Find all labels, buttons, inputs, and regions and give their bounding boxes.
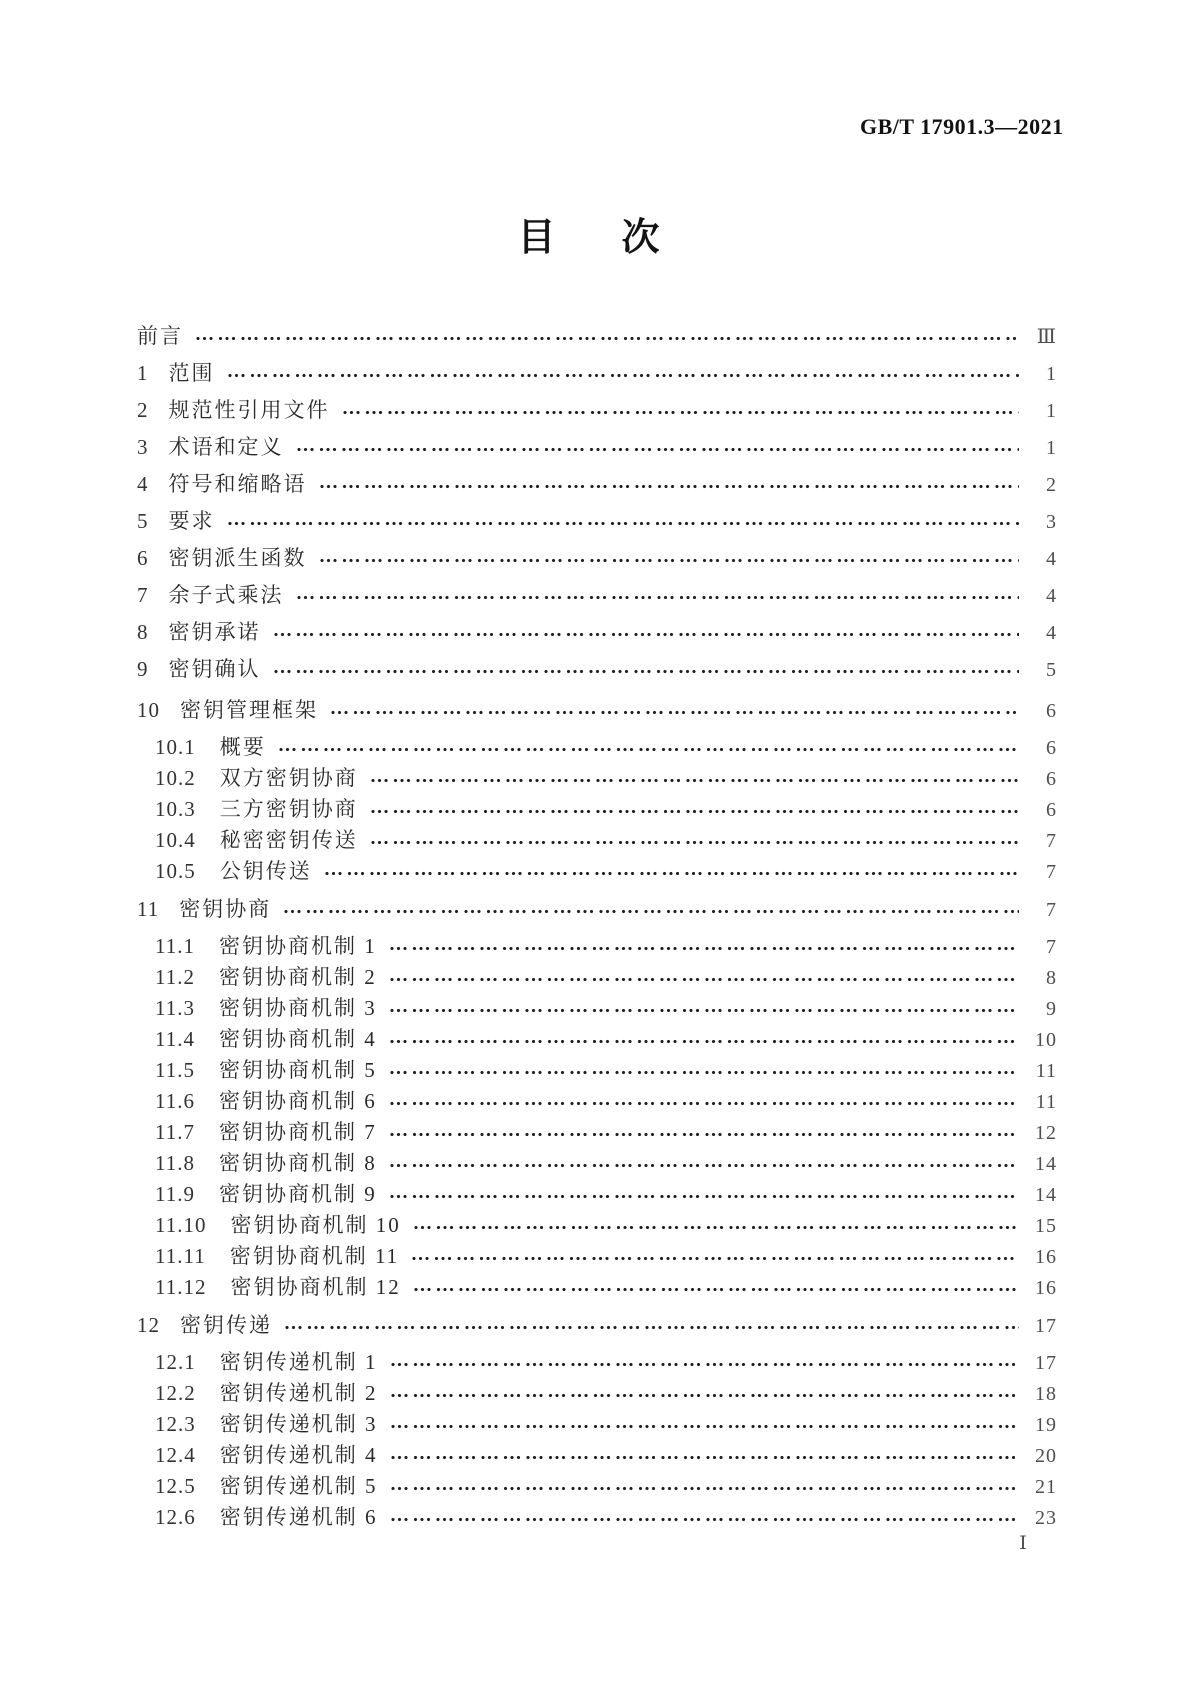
toc-entry [137, 1117, 1057, 1148]
toc-entry-number: 11.10 [155, 1213, 207, 1237]
toc-entry-page: 8 [1046, 966, 1057, 989]
toc-entry [137, 429, 1057, 466]
dot-leader [296, 593, 1020, 602]
dot-leader [370, 776, 1019, 785]
toc-entry [137, 1502, 1057, 1533]
toc-entry-page: 7 [1046, 829, 1057, 852]
toc-entry-label: 密钥承诺 [168, 620, 261, 644]
toc-entry-page: 16 [1035, 1245, 1057, 1268]
page-title: 目 次 [517, 217, 674, 259]
dot-leader [389, 944, 1019, 953]
toc-entry [137, 540, 1057, 577]
toc-entry-number: 11.2 [155, 965, 195, 989]
toc-entry-label: 前言 [137, 324, 183, 348]
toc-entry-page: 10 [1035, 1028, 1057, 1051]
dot-leader [390, 1453, 1020, 1462]
toc-entry [137, 1241, 1057, 1272]
dot-leader [390, 1391, 1020, 1400]
toc-entry-label: 密钥协商机制 11 [229, 1244, 400, 1268]
toc-entry-number: 11.6 [155, 1089, 195, 1113]
toc-entry-number: 12 [137, 1313, 160, 1337]
toc-entry-page: 6 [1046, 736, 1057, 759]
toc-entry-page: 18 [1035, 1382, 1057, 1405]
dot-leader [342, 408, 1020, 417]
toc-entry-number: 10.1 [155, 735, 196, 759]
dot-leader [413, 1223, 1019, 1232]
toc-entry-label: 符号和缩略语 [168, 472, 307, 496]
toc-entry [137, 692, 1057, 729]
toc-entry-page: 2 [1046, 473, 1057, 496]
toc-entry-page: 11 [1035, 1090, 1057, 1113]
dot-leader [389, 975, 1019, 984]
toc-entry-number: 3 [137, 435, 149, 459]
toc-entry-page: 16 [1035, 1276, 1057, 1299]
toc-entry-page: 7 [1046, 860, 1057, 883]
dot-leader [273, 630, 1020, 639]
toc-entry-page: 9 [1046, 997, 1057, 1020]
toc-entry-number: 10.2 [155, 766, 196, 790]
toc-entry-label: 要求 [168, 509, 215, 533]
toc-entry-number: 11.4 [155, 1027, 195, 1051]
dot-leader [390, 1360, 1020, 1369]
dot-leader [227, 519, 1020, 528]
dot-leader [389, 1192, 1019, 1201]
toc-entry-page: 7 [1046, 898, 1057, 921]
toc-entry-number: 11.3 [155, 996, 195, 1020]
dot-leader [389, 1161, 1019, 1170]
toc-entry-label: 密钥传递机制 6 [219, 1505, 378, 1529]
toc-entry [137, 392, 1057, 429]
toc-entry-number: 11.7 [155, 1120, 195, 1144]
toc-entry [137, 651, 1057, 688]
toc-entry-label: 密钥协商机制 2 [218, 965, 377, 989]
toc-entry [137, 1272, 1057, 1303]
toc-entry-page: 4 [1046, 621, 1057, 644]
toc-entry-page: 6 [1046, 699, 1057, 722]
toc-entry-number: 2 [137, 398, 149, 422]
table-of-contents [137, 318, 1057, 1533]
toc-entry-number: 1 [137, 361, 149, 385]
toc-entry-page: 11 [1035, 1059, 1057, 1082]
dot-leader [390, 1484, 1020, 1493]
toc-entry [137, 614, 1057, 651]
toc-entry-number: 11.8 [155, 1151, 195, 1175]
toc-entry [137, 993, 1057, 1024]
toc-entry-label: 密钥传递机制 3 [219, 1412, 378, 1436]
toc-entry-page: 1 [1046, 399, 1057, 422]
toc-entry [137, 962, 1057, 993]
toc-entry-label: 秘密密钥传送 [219, 828, 358, 852]
dot-leader [411, 1254, 1019, 1263]
footer-page-number: Ⅰ [1019, 1533, 1027, 1554]
toc-entry [137, 1179, 1057, 1210]
dot-leader [389, 1130, 1019, 1139]
toc-entry-number: 12.3 [155, 1412, 196, 1436]
toc-entry-label: 密钥传递机制 5 [219, 1474, 378, 1498]
toc-entry-number: 12.4 [155, 1443, 196, 1467]
toc-entry-number: 10.4 [155, 828, 196, 852]
toc-entry [137, 763, 1057, 794]
toc-entry [137, 318, 1057, 355]
toc-entry-label: 密钥管理框架 [180, 698, 318, 722]
toc-entry-number: 11.12 [155, 1275, 207, 1299]
toc-entry-label: 密钥传递机制 1 [219, 1350, 378, 1374]
toc-entry-number: 8 [137, 620, 149, 644]
toc-entry-page: 19 [1035, 1413, 1057, 1436]
toc-entry-label: 密钥协商机制 5 [218, 1058, 377, 1082]
toc-entry [137, 355, 1057, 392]
toc-entry-label: 规范性引用文件 [168, 398, 330, 422]
toc-entry-number: 12.1 [155, 1350, 196, 1374]
toc-entry-label: 双方密钥协商 [219, 766, 358, 790]
toc-entry [137, 1055, 1057, 1086]
toc-entry [137, 1086, 1057, 1117]
toc-entry-number: 11 [137, 897, 160, 921]
toc-entry [137, 1440, 1057, 1471]
toc-entry-label: 术语和定义 [168, 435, 284, 459]
toc-entry-number: 11.9 [155, 1182, 195, 1206]
toc-entry-number: 5 [137, 509, 149, 533]
toc-entry-number: 12.5 [155, 1474, 196, 1498]
dot-leader [195, 334, 1019, 343]
toc-entry-number: 6 [137, 546, 149, 570]
dot-leader [278, 745, 1019, 754]
toc-entry-page: 4 [1046, 584, 1057, 607]
toc-entry-number: 11.11 [155, 1244, 206, 1268]
toc-entry [137, 794, 1057, 825]
standard-number: GB/T 17901.3—2021 [860, 114, 1064, 139]
dot-leader [390, 1422, 1020, 1431]
toc-entry-number: 11.1 [155, 934, 195, 958]
toc-entry-page: 17 [1035, 1314, 1057, 1337]
toc-entry [137, 1378, 1057, 1409]
toc-entry-page: 17 [1035, 1351, 1057, 1374]
dot-leader [389, 1037, 1019, 1046]
toc-entry [137, 1307, 1057, 1344]
toc-entry [137, 1409, 1057, 1440]
toc-entry-page: 20 [1035, 1444, 1057, 1467]
toc-entry [137, 856, 1057, 887]
toc-entry [137, 466, 1057, 503]
dot-leader [324, 869, 1019, 878]
toc-entry-number: 12.6 [155, 1505, 196, 1529]
toc-entry-page: 6 [1046, 798, 1057, 821]
dot-leader [319, 482, 1020, 491]
toc-entry-label: 范围 [168, 361, 215, 385]
toc-entry-page: 14 [1035, 1152, 1057, 1175]
dot-leader [296, 445, 1020, 454]
toc-entry [137, 1024, 1057, 1055]
toc-entry-label: 三方密钥协商 [219, 797, 358, 821]
toc-entry [137, 1148, 1057, 1179]
toc-entry-label: 密钥协商机制 10 [230, 1213, 401, 1237]
toc-entry-number: 10.5 [155, 859, 196, 883]
toc-entry-page: 4 [1046, 547, 1057, 570]
toc-entry-page: 3 [1046, 510, 1057, 533]
toc-entry [137, 1347, 1057, 1378]
toc-entry-label: 密钥协商机制 1 [218, 934, 377, 958]
toc-entry [137, 891, 1057, 928]
toc-entry-label: 密钥派生函数 [168, 546, 307, 570]
toc-entry [137, 1471, 1057, 1502]
toc-entry-label: 密钥协商 [179, 897, 272, 921]
dot-leader [284, 1323, 1019, 1332]
toc-entry-label: 密钥传递机制 4 [219, 1443, 378, 1467]
toc-entry-page: 1 [1046, 436, 1057, 459]
toc-entry [137, 732, 1057, 763]
toc-entry-page: 5 [1046, 658, 1057, 681]
toc-entry-label: 密钥传递 [180, 1313, 272, 1337]
toc-entry-number: 10.3 [155, 797, 196, 821]
toc-entry-label: 概要 [219, 735, 266, 759]
toc-entry-number: 4 [137, 472, 149, 496]
toc-entry-page: 21 [1035, 1475, 1057, 1498]
toc-entry [137, 931, 1057, 962]
dot-leader [330, 708, 1019, 717]
toc-entry-page: 23 [1035, 1506, 1057, 1529]
toc-entry-page: 6 [1046, 767, 1057, 790]
toc-entry-label: 密钥协商机制 8 [218, 1151, 377, 1175]
toc-entry-label: 密钥协商机制 9 [218, 1182, 377, 1206]
toc-entry-page: 12 [1035, 1121, 1057, 1144]
toc-entry-label: 密钥传递机制 2 [219, 1381, 378, 1405]
toc-entry-page: Ⅲ [1036, 325, 1057, 348]
toc-entry-label: 公钥传送 [219, 859, 312, 883]
toc-entry [137, 825, 1057, 856]
dot-leader [389, 1068, 1019, 1077]
dot-leader [273, 667, 1020, 676]
toc-entry-label: 密钥协商机制 7 [218, 1120, 377, 1144]
toc-entry-page: 15 [1035, 1214, 1057, 1237]
dot-leader [319, 556, 1020, 565]
toc-entry [137, 577, 1057, 614]
dot-leader [283, 907, 1019, 916]
toc-entry-page: 14 [1035, 1183, 1057, 1206]
toc-entry-number: 7 [137, 583, 149, 607]
dot-leader [390, 1515, 1020, 1524]
dot-leader [389, 1099, 1019, 1108]
toc-entry-number: 9 [137, 657, 149, 681]
toc-entry [137, 1210, 1057, 1241]
toc-entry-label: 密钥协商机制 12 [230, 1275, 401, 1299]
dot-leader [413, 1285, 1019, 1294]
toc-entry-label: 密钥协商机制 4 [218, 1027, 377, 1051]
toc-entry [137, 503, 1057, 540]
toc-entry-number: 11.5 [155, 1058, 195, 1082]
toc-entry-label: 密钥确认 [168, 657, 261, 681]
toc-entry-page: 7 [1046, 935, 1057, 958]
toc-entry-number: 12.2 [155, 1381, 196, 1405]
toc-entry-number: 10 [137, 698, 160, 722]
dot-leader [227, 371, 1020, 380]
toc-entry-label: 密钥协商机制 6 [218, 1089, 377, 1113]
dot-leader [370, 807, 1019, 816]
toc-entry-label: 余子式乘法 [168, 583, 284, 607]
dot-leader [389, 1006, 1019, 1015]
dot-leader [370, 838, 1019, 847]
toc-entry-page: 1 [1046, 362, 1057, 385]
toc-entry-label: 密钥协商机制 3 [218, 996, 377, 1020]
